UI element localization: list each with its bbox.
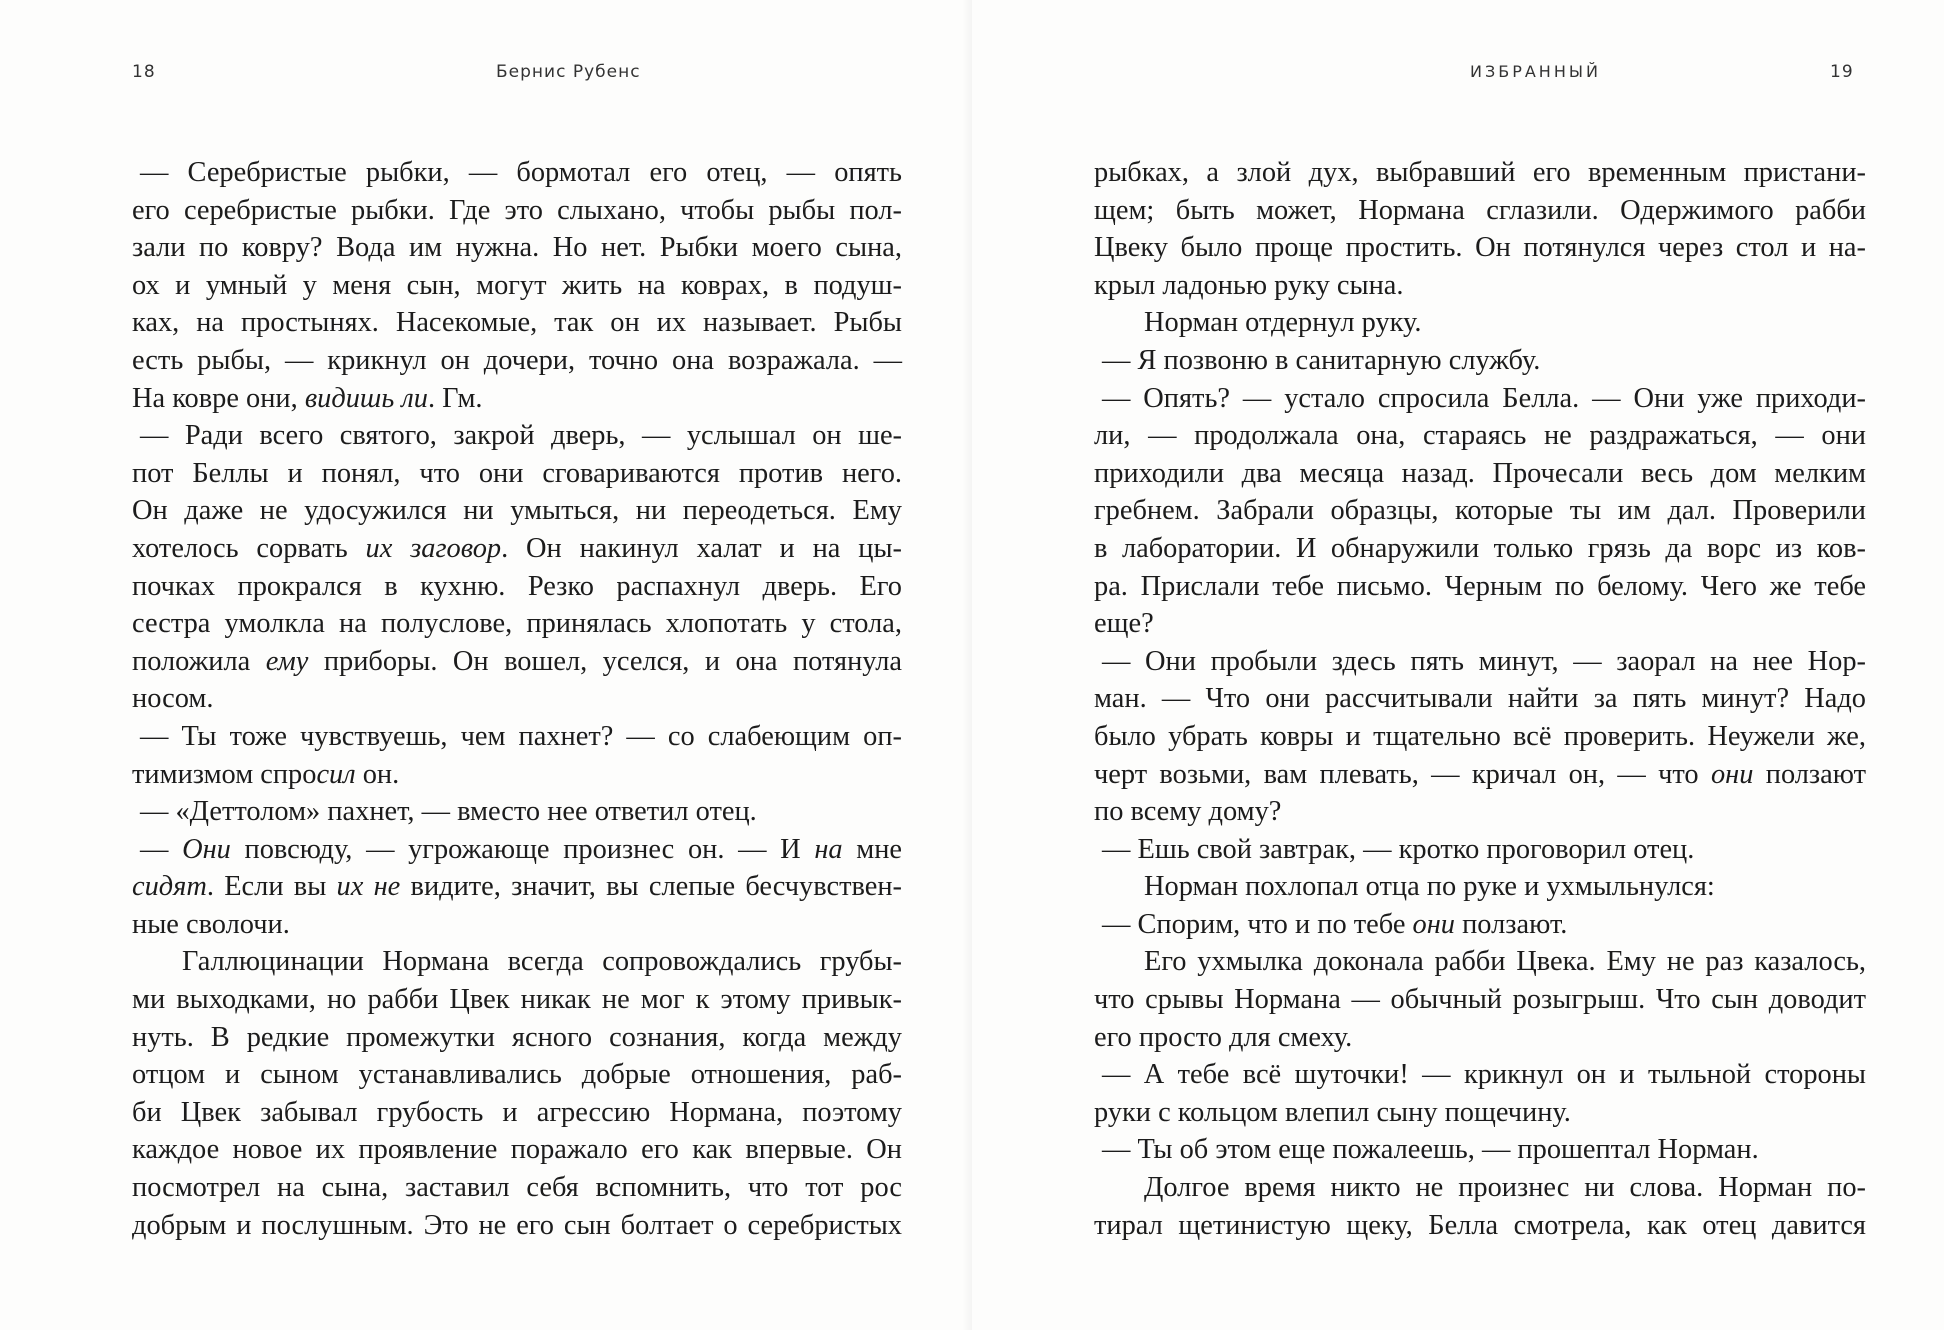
italic-text: Они	[182, 833, 231, 865]
text-line	[1094, 1207, 1866, 1245]
text-run: носом.	[132, 683, 214, 715]
text-line	[1094, 304, 1866, 342]
text-run: — Ради всего святого, закрой дверь, — услышал он ше-	[140, 420, 902, 452]
text-run: хотелось сорвать	[132, 532, 366, 564]
text-line	[132, 943, 902, 981]
text-line	[132, 154, 902, 192]
text-line	[1094, 154, 1866, 192]
text-line	[132, 906, 902, 944]
text-run: — Ты об этом еще пожалеешь, — прошептал Норман.	[1102, 1134, 1759, 1166]
text-run: . Если вы	[206, 871, 337, 903]
text-run: ми выходками, но рабби Цвек никак не мог к этому привык-	[132, 984, 902, 1016]
text-run: нуть. В редкие промежутки ясного сознания, когда между	[132, 1021, 902, 1053]
italic-text: сидят	[132, 871, 207, 903]
italic-text: они	[1412, 908, 1456, 940]
text-run: На ковре они,	[132, 382, 305, 414]
text-line	[132, 304, 902, 342]
right-page	[972, 0, 1944, 1330]
text-line	[132, 793, 902, 831]
text-line	[132, 718, 902, 756]
text-line	[132, 342, 902, 380]
text-line	[132, 756, 902, 794]
text-run: он.	[355, 758, 400, 790]
text-run: — А тебе всё шуточки! — крикнул он и тыльной стороны	[1102, 1059, 1866, 1091]
text-run: есть рыбы, — крикнул он дочери, точно она возражала. —	[132, 344, 902, 376]
text-line	[1094, 192, 1866, 230]
text-run: каждое новое их проявление поражало его как впервые. Он	[132, 1134, 902, 1166]
text-run: щем; быть может, Нормана сглазили. Одержимого рабби	[1094, 194, 1866, 226]
text-line	[132, 831, 902, 869]
text-line	[132, 455, 902, 493]
text-run: было убрать ковры и тщательно всё проверить. Неужели же,	[1094, 720, 1866, 752]
text-run: — Ешь свой завтрак, — кротко проговорил отец.	[1102, 833, 1695, 865]
text-line	[1094, 1056, 1866, 1094]
text-run: ман. — Что они рассчитывали найти за пять минут? Надо	[1094, 683, 1866, 715]
text-run: тимизмом спро	[132, 758, 317, 790]
italic-text: на	[814, 833, 843, 865]
text-run: — Опять? — устало спросила Белла. — Они уже приходи-	[1102, 382, 1866, 414]
text-line	[132, 492, 902, 530]
text-run: сестра умолкла на полуслове, принялась хлопотать у стола,	[132, 608, 902, 640]
left-page-number: 18	[132, 62, 156, 82]
text-run: приборы. Он вошел, уселся, и она потянула	[308, 645, 902, 677]
text-line	[132, 1094, 902, 1132]
text-line	[1094, 605, 1866, 643]
italic-text: ему	[265, 645, 309, 677]
text-line	[132, 868, 902, 906]
text-line	[132, 643, 902, 681]
text-run: еще?	[1094, 608, 1154, 640]
text-run: ох и умный у меня сын, могут жить на коврах, в подуш-	[132, 269, 902, 301]
text-line	[1094, 906, 1866, 944]
text-run: ра. Прислали тебе письмо. Черным по белому. Чего же тебе	[1094, 570, 1866, 602]
text-run: видите, значит, вы слепые бесчувствен-	[400, 871, 902, 903]
text-line	[1094, 417, 1866, 455]
text-line	[1094, 455, 1866, 493]
text-line	[1094, 1169, 1866, 1207]
right-page-number: 19	[1830, 62, 1854, 82]
text-run: . Гм.	[427, 382, 483, 414]
text-run: тирал щетинистую щеку, Белла смотрела, как отец давится	[1094, 1209, 1866, 1241]
text-line	[1094, 981, 1866, 1019]
text-line	[1094, 229, 1866, 267]
text-line	[1094, 718, 1866, 756]
text-line	[1094, 530, 1866, 568]
right-running-head: ИЗБРАННЫЙ	[1470, 62, 1601, 81]
text-run: его серебристые рыбки. Где это слыхано, чтобы рыбы пол-	[132, 194, 902, 226]
text-run: повсюду, — угрожающе произнес он. — И	[230, 833, 815, 865]
italic-text: сил	[316, 758, 356, 790]
text-run: — Серебристые рыбки, — бормотал его отец, — опять	[140, 157, 902, 188]
text-line	[1094, 1131, 1866, 1169]
left-running-head: Бернис Рубенс	[496, 62, 641, 82]
text-line	[1094, 793, 1866, 831]
text-line	[132, 981, 902, 1019]
text-run: добрым и послушным. Это не его сын болтает о серебристых	[132, 1209, 902, 1241]
text-line	[132, 1169, 902, 1207]
text-line	[1094, 943, 1866, 981]
text-run: приходили два месяца назад. Прочесали весь дом мелким	[1094, 457, 1866, 489]
text-line	[132, 680, 902, 718]
text-line	[1094, 831, 1866, 869]
text-line	[1094, 1019, 1866, 1057]
text-line	[132, 1019, 902, 1057]
italic-text: их не	[336, 871, 401, 903]
text-line	[132, 568, 902, 606]
right-body-text	[1094, 154, 1866, 1244]
text-run: ные сволочи.	[132, 908, 290, 940]
text-run: —	[140, 833, 183, 865]
text-run: ползают	[1753, 758, 1866, 790]
text-line	[1094, 1094, 1866, 1132]
text-run: — «Деттолом» пахнет, — вместо нее ответил отец.	[140, 796, 757, 828]
text-line	[1094, 643, 1866, 681]
text-line	[132, 417, 902, 455]
text-run: Он даже не удосужился ни умыться, ни переодеться. Ему	[132, 495, 902, 527]
text-run: мне	[842, 833, 903, 865]
text-run: зали по ковру? Вода им нужна. Но нет. Рыбки моего сына,	[132, 232, 902, 264]
text-line	[132, 605, 902, 643]
text-line	[132, 530, 902, 568]
text-run: Цвеку было проще простить. Он потянулся через стол и на-	[1094, 232, 1866, 264]
text-run: — Ты тоже чувствуешь, чем пахнет? — со слабеющим оп-	[140, 720, 902, 752]
text-run: отцом и сыном устанавливались добрые отношения, раб-	[132, 1059, 902, 1091]
text-line	[1094, 492, 1866, 530]
italic-text: они	[1710, 758, 1754, 790]
text-run: черт возьми, вам плевать, — кричал он, — что	[1094, 758, 1711, 790]
text-run: Долгое время никто не произнес ни слова. Норман по-	[1144, 1172, 1866, 1204]
text-line	[132, 229, 902, 267]
text-line	[1094, 680, 1866, 718]
text-run: Норман отдернул руку.	[1144, 307, 1422, 339]
text-run: посмотрел на сына, заставил себя вспомнить, что тот рос	[132, 1172, 902, 1204]
text-run: крыл ладонью руку сына.	[1094, 269, 1404, 301]
text-run: — Спорим, что и по тебе	[1102, 908, 1413, 940]
text-line	[132, 1056, 902, 1094]
italic-text: видишь ли	[304, 382, 428, 414]
text-run: рыбках, а злой дух, выбравший его временным пристани-	[1094, 157, 1866, 188]
text-line	[1094, 756, 1866, 794]
text-run: . Он накинул халат и на цы-	[501, 532, 902, 564]
text-run: би Цвек забывал грубость и агрессию Нормана, поэтому	[132, 1096, 902, 1128]
text-line	[1094, 342, 1866, 380]
italic-text: их заговор	[365, 532, 502, 564]
text-line	[132, 380, 902, 418]
text-line	[1094, 267, 1866, 305]
text-run: его просто для смеху.	[1094, 1021, 1353, 1053]
text-run: ках, на простынях. Насекомые, так он их называет. Рыбы	[132, 307, 902, 339]
text-run: — Они пробыли здесь пять минут, — заорал на нее Нор-	[1102, 645, 1866, 677]
text-run: Галлюцинации Нормана всегда сопровождались грубы-	[182, 946, 902, 978]
text-run: руки с кольцом влепил сыну пощечину.	[1094, 1096, 1571, 1128]
text-run: по всему дому?	[1094, 796, 1282, 828]
text-line	[1094, 868, 1866, 906]
text-run: в лаборатории. И обнаружили только грязь да ворс из ков-	[1094, 532, 1866, 564]
text-run: — Я позвоню в санитарную службу.	[1102, 344, 1541, 376]
text-line	[132, 267, 902, 305]
text-run: положила	[132, 645, 266, 677]
text-line	[1094, 568, 1866, 606]
text-run: гребнем. Забрали образцы, которые ты им дал. Проверили	[1094, 495, 1866, 527]
text-run: почках прокрался в кухню. Резко распахнул дверь. Его	[132, 570, 902, 602]
text-run: Норман похлопал отца по руке и ухмыльнулся:	[1144, 871, 1715, 903]
text-run: ли, — продолжала она, стараясь не раздражаться, — они	[1094, 420, 1866, 452]
text-line	[132, 1131, 902, 1169]
text-run: что срывы Нормана — обычный розыгрыш. Что сын доводит	[1094, 984, 1866, 1016]
text-run: Его ухмылка доконала рабби Цвека. Ему не раз казалось,	[1144, 946, 1866, 978]
text-run: ползают.	[1455, 908, 1568, 940]
text-line	[132, 192, 902, 230]
left-body-text	[132, 154, 902, 1244]
text-line	[132, 1207, 902, 1245]
text-run: пот Беллы и понял, что они сговариваются против него.	[132, 457, 902, 489]
text-line	[1094, 380, 1866, 418]
